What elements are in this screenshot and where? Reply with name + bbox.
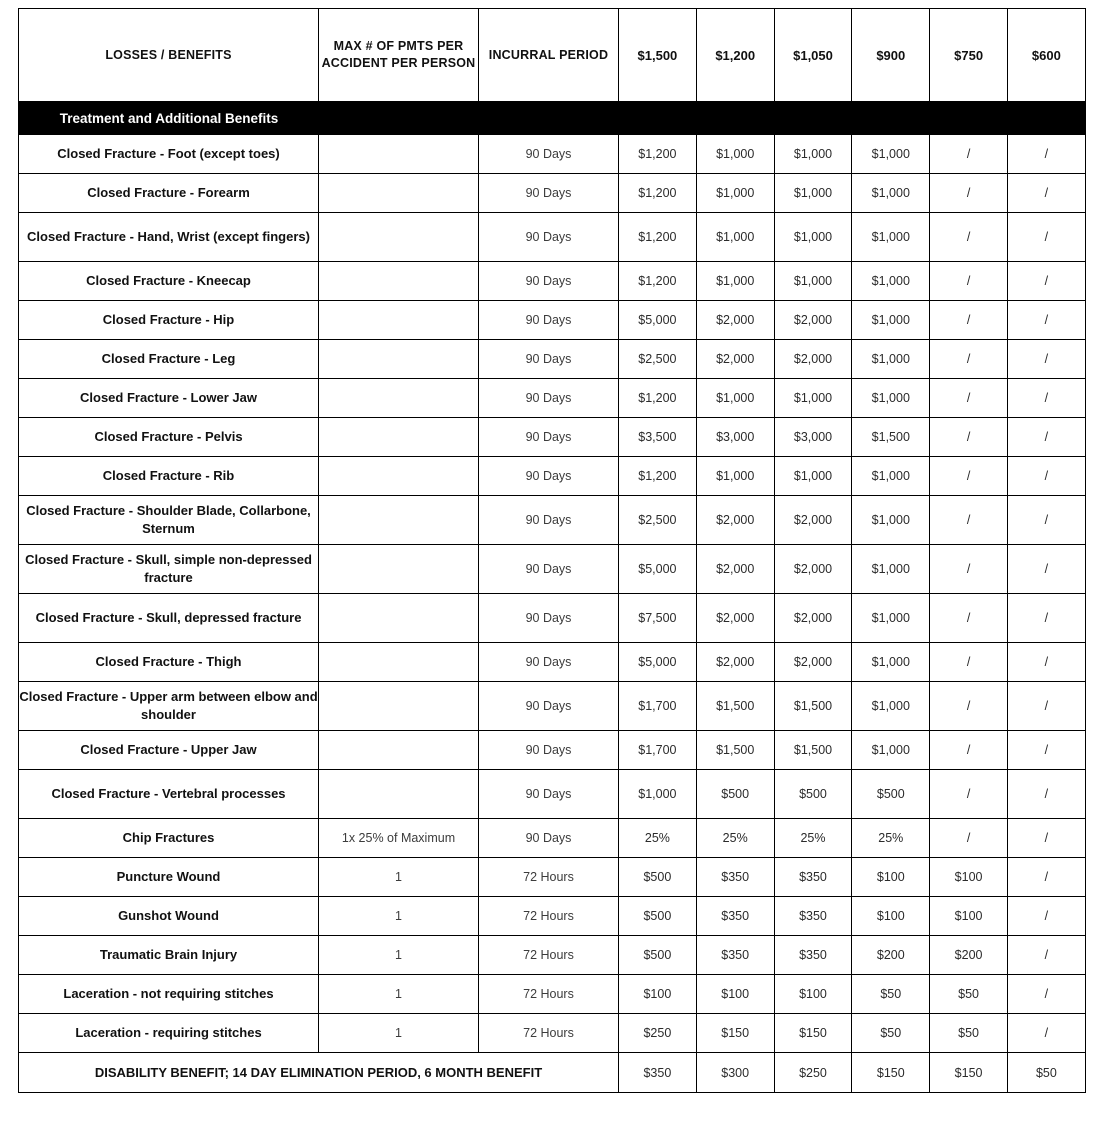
- table-row: [19, 731, 1086, 770]
- row-value-5: /: [930, 819, 1008, 858]
- row-value-6: /: [1007, 643, 1085, 682]
- row-incurral-period: 90 Days: [479, 418, 619, 457]
- row-value-5: $50: [930, 975, 1008, 1014]
- table-row: [19, 262, 1086, 301]
- row-max-pmts: 1: [319, 897, 479, 936]
- row-max-pmts: [319, 643, 479, 682]
- header-incurral-period: INCURRAL PERIOD: [479, 9, 619, 102]
- row-value-4: $1,000: [852, 340, 930, 379]
- row-value-6: /: [1007, 262, 1085, 301]
- row-incurral-period: 90 Days: [479, 301, 619, 340]
- table-header: [19, 9, 1086, 102]
- row-incurral-period: 90 Days: [479, 340, 619, 379]
- row-value-5: /: [930, 643, 1008, 682]
- row-value-4: $1,000: [852, 301, 930, 340]
- header-plan-price-6: [1007, 9, 1085, 102]
- row-value-4: $1,500: [852, 418, 930, 457]
- row-value-1: $1,200: [619, 262, 697, 301]
- row-value-2: $1,000: [696, 379, 774, 418]
- table-row: [19, 897, 1086, 936]
- table-row: [19, 643, 1086, 682]
- row-value-6: /: [1007, 594, 1085, 643]
- section-band-label: Treatment and Additional Benefits: [59, 110, 279, 126]
- header-plan-price-5: [930, 9, 1008, 102]
- row-value-3: $2,000: [774, 340, 852, 379]
- row-max-pmts: [319, 731, 479, 770]
- row-value-3: $2,000: [774, 545, 852, 594]
- row-value-6: /: [1007, 418, 1085, 457]
- row-value-3: $500: [774, 770, 852, 819]
- row-max-pmts: [319, 379, 479, 418]
- row-value-1: $1,200: [619, 379, 697, 418]
- row-label: Closed Fracture - Upper arm between elbow and shoulder: [19, 682, 319, 731]
- row-value-3: $150: [774, 1014, 852, 1053]
- row-value-3: $1,000: [774, 135, 852, 174]
- row-label: Laceration - requiring stitches: [19, 1014, 319, 1053]
- row-value-1: $2,500: [619, 496, 697, 545]
- disability-value-3: $250: [774, 1053, 852, 1093]
- row-value-6: /: [1007, 936, 1085, 975]
- row-value-3: 25%: [774, 819, 852, 858]
- row-value-4: $100: [852, 858, 930, 897]
- disability-value-1: $350: [619, 1053, 697, 1093]
- row-incurral-period: 72 Hours: [479, 858, 619, 897]
- row-value-1: $500: [619, 936, 697, 975]
- row-value-6: /: [1007, 496, 1085, 545]
- row-label: Closed Fracture - Foot (except toes): [19, 135, 319, 174]
- row-value-3: $350: [774, 936, 852, 975]
- row-value-1: $5,000: [619, 301, 697, 340]
- row-label: Laceration - not requiring stitches: [19, 975, 319, 1014]
- row-max-pmts: [319, 457, 479, 496]
- table-row: [19, 975, 1086, 1014]
- row-label: Closed Fracture - Upper Jaw: [19, 731, 319, 770]
- row-value-5: /: [930, 770, 1008, 819]
- row-value-2: $2,000: [696, 643, 774, 682]
- row-max-pmts: 1x 25% of Maximum: [319, 819, 479, 858]
- row-value-6: /: [1007, 819, 1085, 858]
- row-max-pmts: [319, 545, 479, 594]
- row-value-2: $3,000: [696, 418, 774, 457]
- row-label: Traumatic Brain Injury: [19, 936, 319, 975]
- row-max-pmts: 1: [319, 1014, 479, 1053]
- plan-price-label-1: $1,500: [637, 47, 678, 63]
- table-row: [19, 135, 1086, 174]
- row-value-3: $1,000: [774, 262, 852, 301]
- row-value-5: /: [930, 379, 1008, 418]
- row-value-1: $5,000: [619, 643, 697, 682]
- row-max-pmts: [319, 301, 479, 340]
- row-value-1: $1,200: [619, 213, 697, 262]
- row-value-4: $1,000: [852, 496, 930, 545]
- row-value-5: /: [930, 340, 1008, 379]
- row-value-5: /: [930, 496, 1008, 545]
- benefits-table: [18, 8, 1086, 1093]
- row-max-pmts: [319, 213, 479, 262]
- row-value-2: $2,000: [696, 496, 774, 545]
- row-label: Closed Fracture - Hand, Wrist (except fingers): [19, 213, 319, 262]
- table-row: [19, 819, 1086, 858]
- row-max-pmts: 1: [319, 975, 479, 1014]
- row-max-pmts: [319, 418, 479, 457]
- header-plan-price-3: [774, 9, 852, 102]
- plan-price-label-5: $750: [954, 47, 984, 63]
- row-value-4: $1,000: [852, 379, 930, 418]
- row-value-5: /: [930, 174, 1008, 213]
- row-incurral-period: 90 Days: [479, 262, 619, 301]
- section-band-row: [19, 102, 1086, 135]
- row-value-3: $2,000: [774, 643, 852, 682]
- row-max-pmts: [319, 496, 479, 545]
- row-value-3: $1,000: [774, 174, 852, 213]
- row-value-1: $500: [619, 858, 697, 897]
- table-row: [19, 770, 1086, 819]
- row-incurral-period: 90 Days: [479, 545, 619, 594]
- row-value-6: /: [1007, 545, 1085, 594]
- row-value-2: $350: [696, 897, 774, 936]
- row-max-pmts: [319, 682, 479, 731]
- row-value-2: $100: [696, 975, 774, 1014]
- row-label: Closed Fracture - Pelvis: [19, 418, 319, 457]
- row-value-1: $7,500: [619, 594, 697, 643]
- row-value-1: $100: [619, 975, 697, 1014]
- row-value-2: $2,000: [696, 594, 774, 643]
- header-plan-price-2: [696, 9, 774, 102]
- row-value-4: $50: [852, 975, 930, 1014]
- row-value-3: $2,000: [774, 496, 852, 545]
- row-value-4: $1,000: [852, 731, 930, 770]
- row-value-6: /: [1007, 174, 1085, 213]
- row-value-6: /: [1007, 213, 1085, 262]
- row-value-2: $1,000: [696, 135, 774, 174]
- row-value-3: $350: [774, 897, 852, 936]
- row-value-1: 25%: [619, 819, 697, 858]
- table-row: [19, 858, 1086, 897]
- table-row: [19, 936, 1086, 975]
- row-value-5: /: [930, 545, 1008, 594]
- row-value-3: $2,000: [774, 301, 852, 340]
- row-value-2: $350: [696, 858, 774, 897]
- row-value-2: 25%: [696, 819, 774, 858]
- row-value-5: $100: [930, 897, 1008, 936]
- table-row: [19, 545, 1086, 594]
- header-plan-price-4: [852, 9, 930, 102]
- row-value-4: $1,000: [852, 594, 930, 643]
- row-value-5: $200: [930, 936, 1008, 975]
- row-value-6: /: [1007, 975, 1085, 1014]
- row-value-6: /: [1007, 135, 1085, 174]
- row-value-5: /: [930, 135, 1008, 174]
- plan-price-label-3: $1,050: [793, 47, 833, 63]
- row-value-2: $1,000: [696, 213, 774, 262]
- row-value-4: $100: [852, 897, 930, 936]
- row-label: Puncture Wound: [19, 858, 319, 897]
- row-value-2: $1,000: [696, 457, 774, 496]
- row-max-pmts: [319, 262, 479, 301]
- row-label: Closed Fracture - Leg: [19, 340, 319, 379]
- row-value-3: $2,000: [774, 594, 852, 643]
- row-value-5: /: [930, 731, 1008, 770]
- row-incurral-period: 90 Days: [479, 135, 619, 174]
- row-label: Closed Fracture - Skull, simple non-depressed fracture: [19, 545, 319, 594]
- row-value-1: $1,200: [619, 135, 697, 174]
- row-max-pmts: [319, 340, 479, 379]
- row-value-2: $1,500: [696, 731, 774, 770]
- row-value-4: 25%: [852, 819, 930, 858]
- row-value-6: /: [1007, 770, 1085, 819]
- row-value-1: $5,000: [619, 545, 697, 594]
- row-max-pmts: 1: [319, 936, 479, 975]
- table-body: [19, 102, 1086, 1053]
- table-row: [19, 213, 1086, 262]
- row-incurral-period: 90 Days: [479, 643, 619, 682]
- row-value-2: $1,500: [696, 682, 774, 731]
- row-value-4: $1,000: [852, 682, 930, 731]
- row-value-4: $1,000: [852, 643, 930, 682]
- row-value-1: $2,500: [619, 340, 697, 379]
- row-value-2: $1,000: [696, 174, 774, 213]
- disability-value-4: $150: [852, 1053, 930, 1093]
- disability-value-5: $150: [930, 1053, 1008, 1093]
- row-incurral-period: 72 Hours: [479, 897, 619, 936]
- row-label: Closed Fracture - Vertebral processes: [19, 770, 319, 819]
- row-value-2: $2,000: [696, 545, 774, 594]
- row-value-5: /: [930, 418, 1008, 457]
- table-row: [19, 174, 1086, 213]
- row-label: Closed Fracture - Forearm: [19, 174, 319, 213]
- row-value-3: $1,000: [774, 457, 852, 496]
- table-row: [19, 418, 1086, 457]
- row-value-1: $1,700: [619, 731, 697, 770]
- row-value-1: $250: [619, 1014, 697, 1053]
- table-row: [19, 1014, 1086, 1053]
- table-row: [19, 594, 1086, 643]
- row-max-pmts: [319, 135, 479, 174]
- row-label: Gunshot Wound: [19, 897, 319, 936]
- row-value-4: $50: [852, 1014, 930, 1053]
- row-incurral-period: 72 Hours: [479, 936, 619, 975]
- row-value-1: $1,200: [619, 174, 697, 213]
- row-value-6: /: [1007, 379, 1085, 418]
- row-value-3: $1,500: [774, 682, 852, 731]
- disability-benefit-row: [19, 1053, 1086, 1093]
- plan-price-label-2: $1,200: [715, 47, 756, 63]
- row-value-3: $1,500: [774, 731, 852, 770]
- row-value-5: /: [930, 457, 1008, 496]
- plan-price-label-4: $900: [876, 47, 906, 63]
- row-max-pmts: [319, 174, 479, 213]
- row-value-2: $500: [696, 770, 774, 819]
- row-value-3: $3,000: [774, 418, 852, 457]
- header-losses-benefits: LOSSES / BENEFITS: [19, 9, 319, 102]
- row-value-3: $1,000: [774, 379, 852, 418]
- row-value-2: $350: [696, 936, 774, 975]
- row-label: Closed Fracture - Thigh: [19, 643, 319, 682]
- row-label: Closed Fracture - Hip: [19, 301, 319, 340]
- row-label: Closed Fracture - Shoulder Blade, Collarbone, Sternum: [19, 496, 319, 545]
- row-value-6: /: [1007, 301, 1085, 340]
- row-incurral-period: 90 Days: [479, 682, 619, 731]
- table-row: [19, 379, 1086, 418]
- row-value-2: $1,000: [696, 262, 774, 301]
- row-value-1: $500: [619, 897, 697, 936]
- row-incurral-period: 90 Days: [479, 496, 619, 545]
- row-value-4: $1,000: [852, 135, 930, 174]
- header-row: [19, 9, 1086, 102]
- row-value-6: /: [1007, 457, 1085, 496]
- plan-price-label-6: $600: [1031, 47, 1061, 63]
- table-footer: [19, 1053, 1086, 1093]
- row-incurral-period: 90 Days: [479, 174, 619, 213]
- row-value-2: $2,000: [696, 301, 774, 340]
- row-value-5: /: [930, 594, 1008, 643]
- row-value-1: $3,500: [619, 418, 697, 457]
- row-value-2: $2,000: [696, 340, 774, 379]
- row-value-5: /: [930, 301, 1008, 340]
- table-row: [19, 682, 1086, 731]
- row-label: Closed Fracture - Lower Jaw: [19, 379, 319, 418]
- row-value-5: /: [930, 213, 1008, 262]
- row-value-1: $1,000: [619, 770, 697, 819]
- row-value-6: /: [1007, 682, 1085, 731]
- row-value-3: $1,000: [774, 213, 852, 262]
- row-value-5: /: [930, 262, 1008, 301]
- row-value-2: $150: [696, 1014, 774, 1053]
- row-value-5: /: [930, 682, 1008, 731]
- row-incurral-period: 72 Hours: [479, 1014, 619, 1053]
- row-value-4: $1,000: [852, 213, 930, 262]
- row-value-6: /: [1007, 340, 1085, 379]
- row-incurral-period: 90 Days: [479, 457, 619, 496]
- row-value-1: $1,200: [619, 457, 697, 496]
- table-row: [19, 496, 1086, 545]
- table-row: [19, 340, 1086, 379]
- header-plan-price-1: [619, 9, 697, 102]
- section-band-cell: [19, 102, 1086, 135]
- row-value-6: /: [1007, 1014, 1085, 1053]
- disability-benefit-label: DISABILITY BENEFIT; 14 DAY ELIMINATION PERIOD, 6 MONTH BENEFIT: [19, 1053, 619, 1093]
- disability-value-6: $50: [1007, 1053, 1085, 1093]
- disability-value-2: $300: [696, 1053, 774, 1093]
- row-value-1: $1,700: [619, 682, 697, 731]
- row-value-3: $100: [774, 975, 852, 1014]
- row-value-6: /: [1007, 897, 1085, 936]
- row-incurral-period: 90 Days: [479, 213, 619, 262]
- row-max-pmts: [319, 594, 479, 643]
- row-value-6: /: [1007, 858, 1085, 897]
- row-max-pmts: [319, 770, 479, 819]
- row-value-4: $200: [852, 936, 930, 975]
- row-value-4: $1,000: [852, 262, 930, 301]
- row-value-4: $1,000: [852, 457, 930, 496]
- row-value-4: $1,000: [852, 545, 930, 594]
- row-value-4: $1,000: [852, 174, 930, 213]
- row-max-pmts: 1: [319, 858, 479, 897]
- header-max-pmts: MAX # OF PMTS PER ACCIDENT PER PERSON: [319, 9, 479, 102]
- row-value-4: $500: [852, 770, 930, 819]
- row-incurral-period: 90 Days: [479, 379, 619, 418]
- table-row: [19, 457, 1086, 496]
- row-incurral-period: 90 Days: [479, 770, 619, 819]
- row-label: Chip Fractures: [19, 819, 319, 858]
- row-value-6: /: [1007, 731, 1085, 770]
- row-incurral-period: 90 Days: [479, 819, 619, 858]
- row-incurral-period: 72 Hours: [479, 975, 619, 1014]
- table-row: [19, 301, 1086, 340]
- row-incurral-period: 90 Days: [479, 594, 619, 643]
- row-label: Closed Fracture - Kneecap: [19, 262, 319, 301]
- row-value-3: $350: [774, 858, 852, 897]
- row-value-5: $100: [930, 858, 1008, 897]
- row-label: Closed Fracture - Rib: [19, 457, 319, 496]
- row-label: Closed Fracture - Skull, depressed fracture: [19, 594, 319, 643]
- row-incurral-period: 90 Days: [479, 731, 619, 770]
- row-value-5: $50: [930, 1014, 1008, 1053]
